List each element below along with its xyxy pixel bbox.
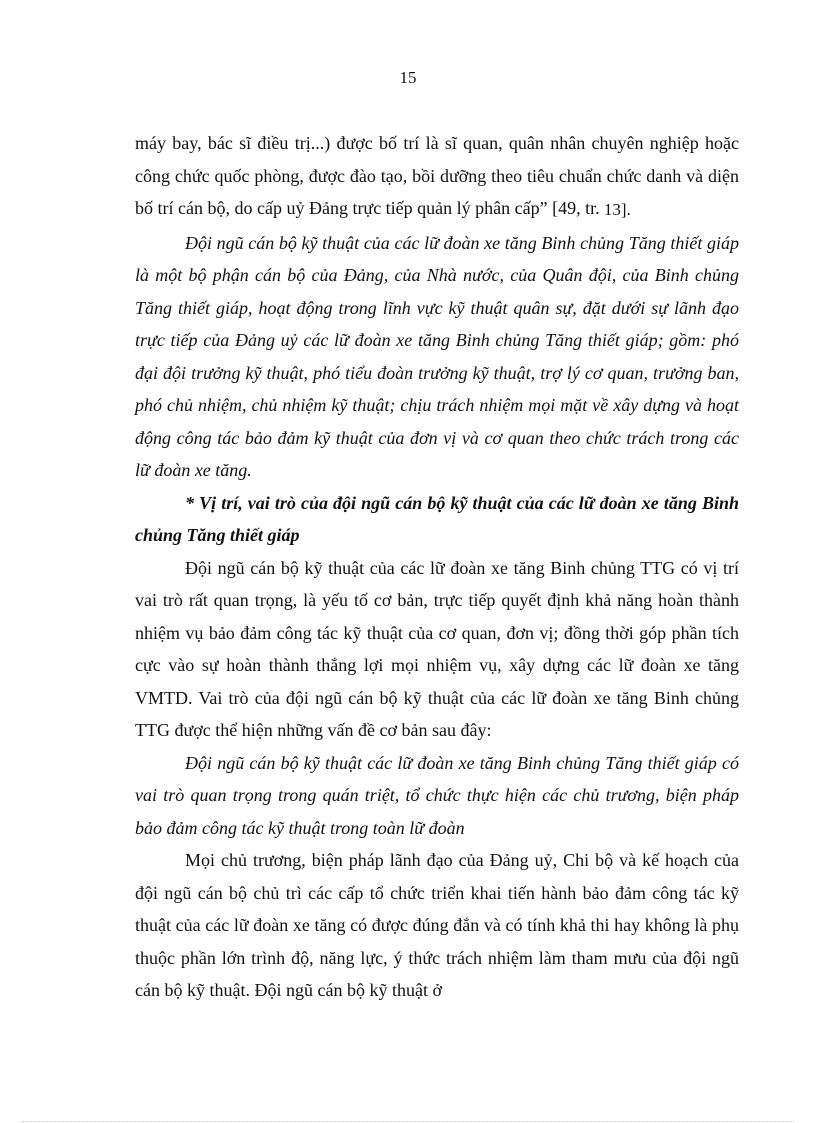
body-text xyxy=(135,127,739,1007)
paragraph-role-point: Đội ngũ cán bộ kỹ thuật các lữ đoàn xe tăng Binh chủng Tăng thiết giáp có vai trò quan trọng trong quán triệt, tổ chức thực hiện các chủ trương, biện pháp bảo đảm công tác kỹ thuật trong toàn lữ đoàn xyxy=(135,752,739,838)
citation-page: 13]. xyxy=(599,200,631,219)
section-heading: * Vị trí, vai trò của đội ngũ cán bộ kỹ thuật của các lữ đoàn xe tăng Binh chủng Tăng thiết giáp xyxy=(135,492,739,545)
page-bottom-border xyxy=(22,1121,794,1122)
paragraph-role-intro: Đội ngũ cán bộ kỹ thuật của các lữ đoàn xe tăng Binh chủng TTG có vị trí vai trò rất quan trọng, là yếu tố cơ bản, trực tiếp quyết định khả năng hoàn thành nhiệm vụ bảo đảm công tác kỹ thuật của cơ quan, đơn vị; đồng thời góp phần tích cực vào sự hoàn thành thắng lợi mọi nhiệm vụ, xây dựng các lữ đoàn xe tăng VMTD. Vai trò của đội ngũ cán bộ kỹ thuật của các lữ đoàn xe tăng Binh chủng TTG được thể hiện những vấn đề cơ bản sau đây: xyxy=(135,557,739,740)
page-number: 15 xyxy=(399,68,417,87)
paragraph-text: máy bay, bác sĩ điều trị...) được bố trí là sĩ quan, quân nhân chuyên nghiệp hoặc công chức quốc phòng, được đào tạo, bồi dưỡng theo tiêu chuẩn chức danh và diện bố trí cán bộ, do cấp uỷ Đảng trực tiếp quản lý phân cấp” [49, tr. xyxy=(135,133,739,218)
paragraph-continuation xyxy=(135,127,739,227)
paragraph-definition: Đội ngũ cán bộ kỹ thuật của các lữ đoàn xe tăng Binh chủng Tăng thiết giáp là một bộ phận cán bộ của Đảng, của Nhà nước, của Quân đội, của Binh chủng Tăng thiết giáp, hoạt động trong lĩnh vực kỹ thuật quân sự, đặt dưới sự lãnh đạo trực tiếp của Đảng uỷ các lữ đoàn xe tăng Binh chủng Tăng thiết giáp; gồm: phó đại đội trưởng kỹ thuật, phó tiểu đoàn trưởng kỹ thuật, trợ lý cơ quan, trưởng ban, phó chủ nhiệm, chủ nhiệm kỹ thuật; chịu trách nhiệm mọi mặt về xây dựng và hoạt động công tác bảo đảm kỹ thuật của đơn vị và cơ quan theo chức trách trong các lữ đoàn xe tăng. xyxy=(135,232,739,480)
paragraph-role-detail: Mọi chủ trương, biện pháp lãnh đạo của Đảng uỷ, Chi bộ và kế hoạch của đội ngũ cán bộ chủ trì các cấp tổ chức triển khai tiến hành bảo đảm công tác kỹ thuật của các lữ đoàn xe tăng có được đúng đắn và có tính khả thi hay không là phụ thuộc phần lớn trình độ, năng lực, ý thức trách nhiệm làm tham mưu của đội ngũ cán bộ kỹ thuật. Đội ngũ cán bộ kỹ thuật ở xyxy=(135,850,739,1000)
